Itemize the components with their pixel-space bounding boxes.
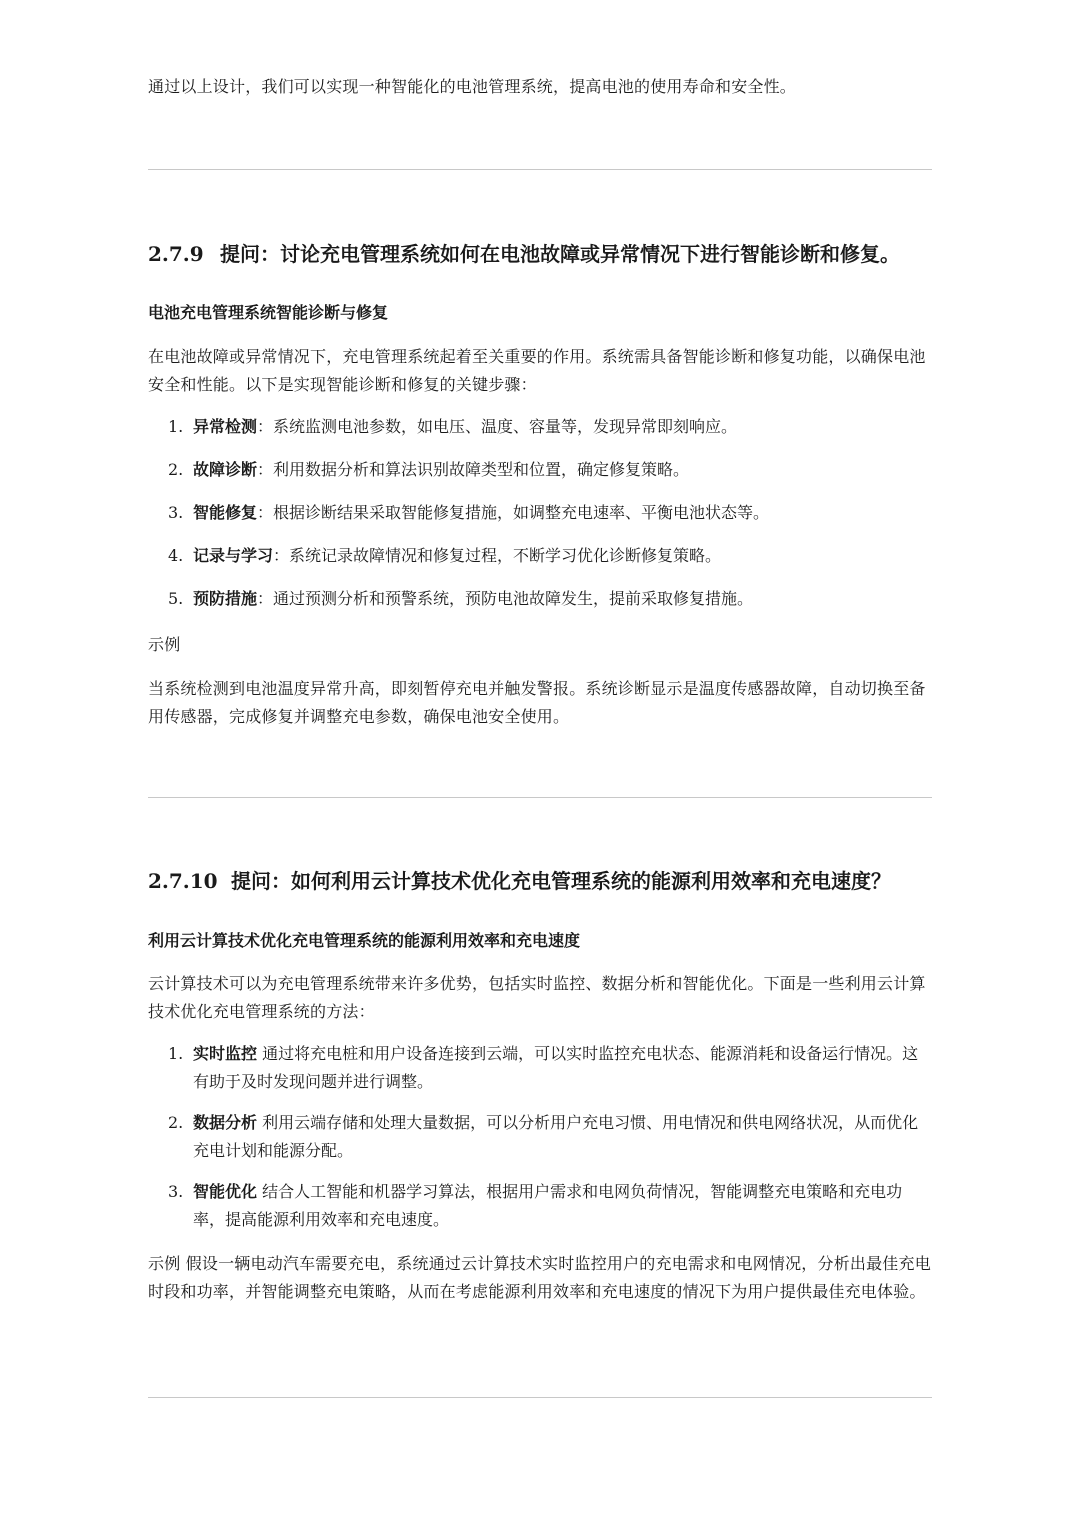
section-number: 2.7.10 <box>148 869 218 893</box>
section-intro: 云计算技术可以为充电管理系统带来许多优势，包括实时监控、数据分析和智能优化。下面是一些利用云计算技术优化充电管理系统的方法： <box>148 974 926 1021</box>
list-index: 3. <box>168 503 184 522</box>
list-item <box>148 1178 932 1234</box>
list-text: ：通过预测分析和预警系统，预防电池故障发生，提前采取修复措施。 <box>257 589 754 608</box>
list-index: 2. <box>168 1113 184 1132</box>
example-paragraph <box>148 1250 932 1306</box>
section-divider <box>148 169 932 170</box>
section-title: 提问：讨论充电管理系统如何在电池故障或异常情况下进行智能诊断和修复。 <box>220 242 900 266</box>
list-text: 结合人工智能和机器学习算法，根据用户需求和电网负荷情况，智能调整充电策略和充电功率，提高能源利用效率和充电速度。 <box>193 1182 903 1229</box>
list-item <box>148 585 932 613</box>
list-item <box>148 499 932 527</box>
section-title: 提问：如何利用云计算技术优化充电管理系统的能源利用效率和充电速度？ <box>231 869 891 893</box>
section-divider <box>148 797 932 798</box>
example-text: 假设一辆电动汽车需要充电，系统通过云计算技术实时监控用户的充电需求和电网情况，分析出最佳充电时段和功率，并智能调整充电策略，从而在考虑能源利用效率和充电速度的情况下为用户提供最佳充电体验。 <box>148 1254 931 1301</box>
section-subtitle: 利用云计算技术优化充电管理系统的能源利用效率和充电速度 <box>148 931 581 950</box>
section-subtitle: 电池充电管理系统智能诊断与修复 <box>148 303 389 322</box>
intro-paragraph: 通过以上设计，我们可以实现一种智能化的电池管理系统，提高电池的使用寿命和安全性。 <box>148 77 797 96</box>
list-index: 5. <box>168 589 184 608</box>
list-term: 智能修复 <box>193 503 258 522</box>
list-text: ：利用数据分析和算法识别故障类型和位置，确定修复策略。 <box>257 460 690 479</box>
list-item <box>148 413 932 441</box>
list-item <box>148 1109 932 1165</box>
list-item <box>148 1040 932 1096</box>
list-term: 数据分析 <box>193 1113 258 1132</box>
list-text: 通过将充电桩和用户设备连接到云端，可以实时监控充电状态、能源消耗和设备运行情况。这有助于及时发现问题并进行调整。 <box>193 1044 919 1091</box>
list-term: 异常检测 <box>193 417 258 436</box>
list-index: 1. <box>168 1044 184 1063</box>
list-text: ：根据诊断结果采取智能修复措施，如调整充电速率、平衡电池状态等。 <box>257 503 770 522</box>
section-divider <box>148 1397 932 1398</box>
steps-list <box>148 413 932 628</box>
list-text: 利用云端存储和处理大量数据，可以分析用户充电习惯、用电情况和供电网络状况，从而优化充电计划和能源分配。 <box>193 1113 919 1160</box>
list-text: ：系统监测电池参数，如电压、温度、容量等，发现异常即刻响应。 <box>257 417 738 436</box>
example-label: 示例 <box>148 635 181 654</box>
list-term: 故障诊断 <box>193 460 258 479</box>
list-term: 智能优化 <box>193 1182 258 1201</box>
list-item <box>148 456 932 484</box>
example-label: 示例 <box>148 1254 181 1273</box>
section-heading <box>148 866 948 896</box>
list-term: 记录与学习 <box>193 546 274 565</box>
list-text: ：系统记录故障情况和修复过程，不断学习优化诊断修复策略。 <box>273 546 722 565</box>
list-index: 2. <box>168 460 184 479</box>
list-term: 预防措施 <box>193 589 258 608</box>
steps-list <box>148 1040 932 1247</box>
section-heading <box>148 239 948 269</box>
section-intro: 在电池故障或异常情况下，充电管理系统起着至关重要的作用。系统需具备智能诊断和修复功能，以确保电池安全和性能。以下是实现智能诊断和修复的关键步骤： <box>148 347 926 394</box>
example-text: 当系统检测到电池温度异常升高，即刻暂停充电并触发警报。系统诊断显示是温度传感器故障，自动切换至备用传感器，完成修复并调整充电参数，确保电池安全使用。 <box>148 679 926 726</box>
list-index: 3. <box>168 1182 184 1201</box>
list-index: 1. <box>168 417 184 436</box>
list-item <box>148 542 932 570</box>
list-term: 实时监控 <box>193 1044 258 1063</box>
section-number: 2.7.9 <box>148 242 204 266</box>
list-index: 4. <box>168 546 184 565</box>
